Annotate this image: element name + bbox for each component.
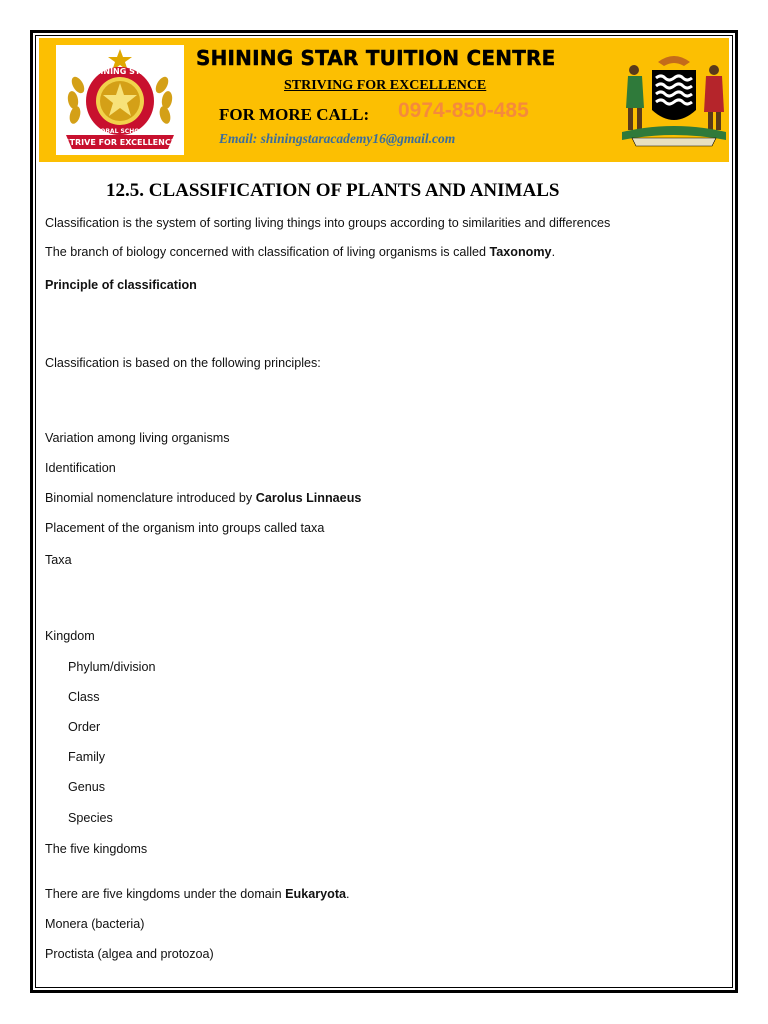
- taxa-kingdom: Kingdom: [45, 629, 95, 643]
- taxa-level: Family: [68, 750, 106, 764]
- coat-of-arms-logo: [618, 48, 730, 148]
- taxa-level: Order: [68, 720, 101, 734]
- binomial-sentence: [45, 491, 361, 505]
- crest-text-mid: GLOBAL SCHOOL: [91, 128, 149, 135]
- crest-banner-text: STRIVE FOR EXCELLENCE: [63, 138, 177, 147]
- principles-intro: Classification is based on the following principles:: [45, 356, 321, 370]
- school-name: SHINING STAR TUITION CENTRE: [196, 46, 556, 70]
- kingdom-item: Monera (bacteria): [45, 917, 145, 931]
- phone-number[interactable]: 0974-850-485: [398, 99, 529, 122]
- email-address[interactable]: Email: shiningstaracademy16@gmail.com: [219, 131, 456, 146]
- taxa-level: Class: [68, 690, 100, 704]
- domain-text: There are five kingdoms under the domain: [45, 887, 286, 901]
- taxonomy-period: .: [551, 245, 556, 259]
- school-motto: STRIVING FOR EXCELLENCE: [284, 78, 487, 93]
- principle-item: Variation among living organisms: [45, 431, 230, 445]
- taxonomy-text: The branch of biology concerned with classification of living organisms is called: [45, 245, 490, 259]
- principle-heading: Principle of classification: [45, 278, 197, 292]
- intro-paragraph: Classification is the system of sorting living things into groups according to similarities and differences: [45, 216, 611, 230]
- five-kingdoms-heading: The five kingdoms: [45, 842, 148, 856]
- placement-sentence: Placement of the organism into groups called taxa: [45, 521, 325, 535]
- call-label: FOR MORE CALL:: [219, 105, 370, 124]
- taxonomy-sentence: [45, 245, 555, 259]
- crest-text-top: SHINING STAR: [87, 67, 153, 76]
- domain-name: Eukaryota: [285, 887, 347, 901]
- domain-sentence: [45, 887, 350, 901]
- principle-item: Identification: [45, 461, 116, 475]
- domain-period: .: [346, 887, 350, 901]
- document-title: 12.5. CLASSIFICATION OF PLANTS AND ANIMALS: [106, 180, 560, 201]
- binomial-name: Carolus Linnaeus: [255, 491, 362, 505]
- taxa-level: Phylum/division: [68, 660, 156, 674]
- taxa-level: Genus: [68, 780, 106, 794]
- school-crest-logo: [56, 45, 184, 155]
- taxonomy-term: Taxonomy: [489, 245, 552, 259]
- taxa-heading: Taxa: [45, 553, 72, 567]
- kingdom-item: Proctista (algea and protozoa): [45, 947, 214, 961]
- taxa-level: Species: [68, 811, 113, 825]
- binomial-text: Binomial nomenclature introduced by: [45, 491, 256, 505]
